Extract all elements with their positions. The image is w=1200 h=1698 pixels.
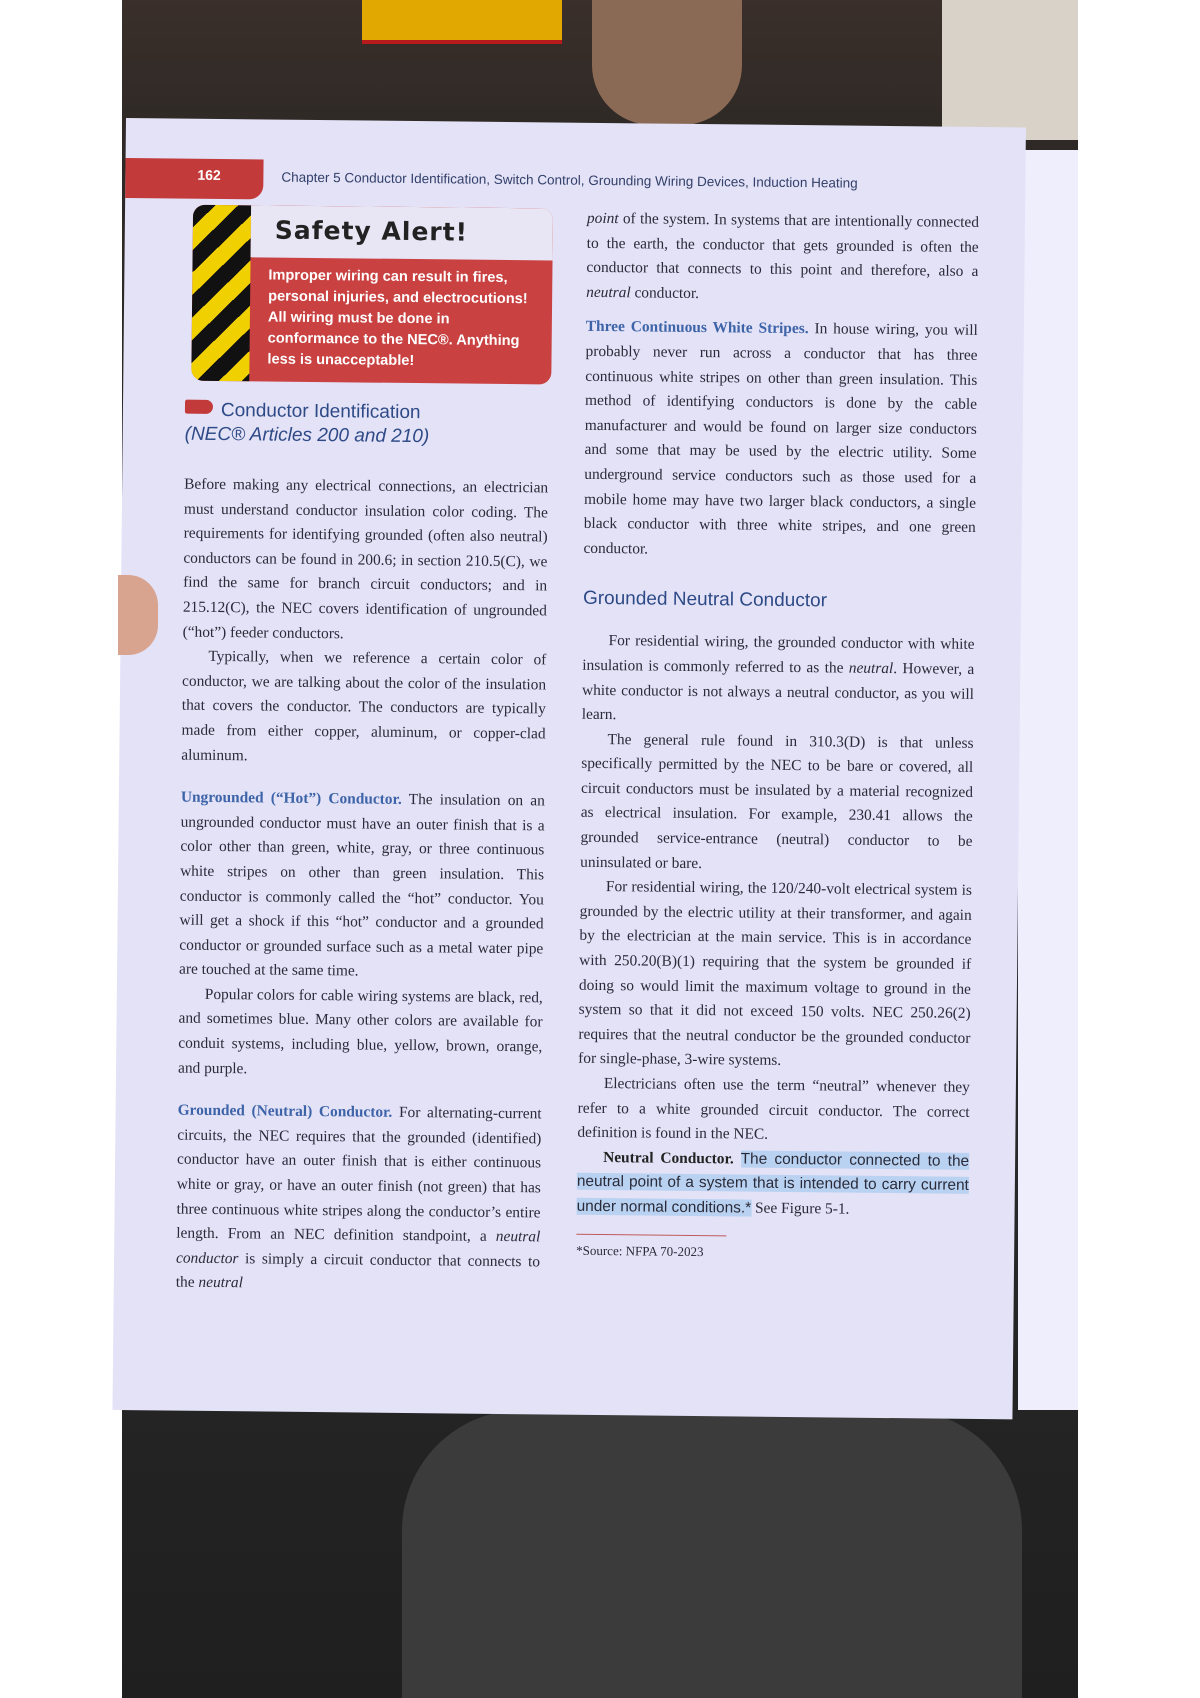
safety-alert-box: [191, 205, 553, 385]
cont-em2: neutral: [586, 283, 631, 302]
section-heading-grounded-neutral: Grounded Neutral Conductor: [582, 588, 828, 612]
section-heading-line2: (NEC® Articles 200 and 210): [184, 423, 430, 448]
runin-three-stripes: Three Continuous White Stripes.: [585, 318, 809, 338]
grounded-em1: neutral conductor: [175, 1228, 541, 1268]
cont-em: point: [586, 209, 619, 228]
safety-alert-body: Improper wiring can result in fires, personal injuries, and electrocutions! All wiring must be done in conformance to the NEC®. Anything less is unacceptable!: [267, 267, 528, 370]
grounded-em2: neutral: [198, 1274, 244, 1292]
thumb: [118, 575, 158, 655]
paragraph-grounded: [176, 1099, 542, 1300]
paragraph-ungrounded: [179, 786, 545, 987]
background-object: [942, 0, 1078, 140]
facing-page-edge: [1018, 150, 1078, 1410]
arm: [592, 0, 742, 125]
right-column: [576, 207, 979, 1263]
page-number-tab: [125, 158, 263, 199]
page-number: 162: [197, 166, 221, 183]
paragraph-gnc-3: For residential wiring, the 120/240-volt electrical system is grounded by the electric utility at their transformer, and again by the electrician at the main service. This is in accordance with 250.20(B)(1) requiring that the system be grounded if doing so would limit the maximum voltage to ground in the system so that it did not exceed 150 volts. NEC 250.26(2) requires that the neutral conductor be the grounded conductor for single-phase, 3-wire systems.: [578, 878, 973, 1070]
paragraph-gnc-2: The general rule found in 310.3(D) is that unless specifically permitted by the NEC to be bare or covered, all circuit conductors must be insulated by a material recognized as electrical insulation. For example, 230.41 allows the grounded service-entrance (neutral) conductor to be uninsulated or bare.: [580, 730, 974, 872]
cont-text-a: of the system. In systems that are intentionally connected to the earth, the conductor that gets grounded is often the conductor that connects to this point and therefore, also a: [586, 210, 980, 281]
left-column: [176, 399, 549, 1300]
highlighted-definition: The conductor connected to the neutral point of a system that is intended to carry current under normal conditions.*: [576, 1150, 970, 1217]
book-page: [112, 118, 1025, 1419]
safety-alert-title: Safety Alert!: [274, 215, 469, 247]
section-heading-conductor-identification: [185, 399, 549, 451]
hazard-stripes-icon: [191, 205, 251, 382]
cont-text-b: conductor.: [630, 284, 700, 302]
footnote: *Source: NFPA 70-2023: [576, 1242, 704, 1259]
gnc1-b: . However, a white conductor is not always a neutral conductor, as you will learn.: [581, 659, 975, 724]
paragraph-gnc-4: Electricians often use the term “neutral” whenever they refer to a white grounded circuit conductor. The correct definition is found in the NEC.: [577, 1075, 970, 1143]
grounded-text-a: For alternating-current circuits, the NEC requires that the grounded (identified) conductor have an outer finish that is either continuous white or gray, or have an outer finish (not green) that has three continuous white stripes along the conductor’s entire length. From an NEC definition standpoint, a: [176, 1104, 542, 1246]
grounded-text-b: is simply a circuit conductor that connects to the: [175, 1250, 541, 1292]
footnote-rule: [576, 1233, 726, 1236]
runin-ungrounded: Ungrounded (“Hot”) Conductor.: [180, 788, 402, 809]
paragraph-gnc-1: [582, 629, 975, 731]
paragraph-three-stripes: [583, 315, 978, 565]
stripes-text: In house wiring, you will probably never run across a conductor that has three continuous white stripes on other than green insulation. This method of identifying conductors is done by the cable manufacturer and would be found on larger size conductors and some that may be used by the electric utility. Some underground service conductors such as those used for a mobile home may have two larger black conductors, a single black conductor with three white stripes, and one green conductor.: [583, 320, 978, 558]
paragraph-color: Typically, when we reference a certain color of conductor, we are talking about the color of the insulation that covers the conductor. The conductors are typically made from either copper, aluminum, or copper-clad aluminum.: [181, 648, 547, 764]
section-bullet-icon: [185, 400, 213, 414]
gnc1-em: neutral: [848, 659, 894, 677]
runin-grounded: Grounded (Neutral) Conductor.: [177, 1101, 393, 1122]
paragraph-neutral-definition: [576, 1146, 969, 1224]
gnc1-a: For residential wiring, the grounded conductor with white insulation is commonly referred to as the: [582, 632, 975, 677]
toy-object: [362, 0, 562, 44]
runin-neutral: Neutral Conductor.: [603, 1148, 734, 1168]
paragraph-popular-colors: Popular colors for cable wiring systems are black, red, and sometimes blue. Many other colors are available for conduit systems, including blue, yellow, brown, orange, and purple.: [177, 985, 543, 1077]
section-heading-line1: Conductor Identification: [220, 400, 421, 424]
paragraph-continuation: [586, 207, 979, 309]
ungrounded-text: The insulation on an ungrounded conductor must have an outer finish that is a color other than green, white, gray, or three continuous white stripes on other than green insulation. This conductor is commonly called the “hot” conductor. You will get a shock if this “hot” conductor and a grounded conductor or grounded surface such as a metal water pipe are touched at the same time.: [178, 791, 545, 980]
leg: [402, 1410, 1022, 1698]
neutral-tail: See Figure 5-1.: [751, 1199, 850, 1218]
paragraph-intro: Before making any electrical connections, an electrician must understand conductor insulation color coding. The requirements for identifying grounded (often also neutral) conductors can be found in 200.6; in section 210.5(C), we find the same for branch circuit conductors; and in 215.12(C), the NEC covers identification of ungrounded (“hot”) feeder conductors.: [182, 475, 549, 642]
running-head: Chapter 5 Conductor Identification, Switch Control, Grounding Wiring Devices, Induction Heating: [281, 169, 858, 191]
